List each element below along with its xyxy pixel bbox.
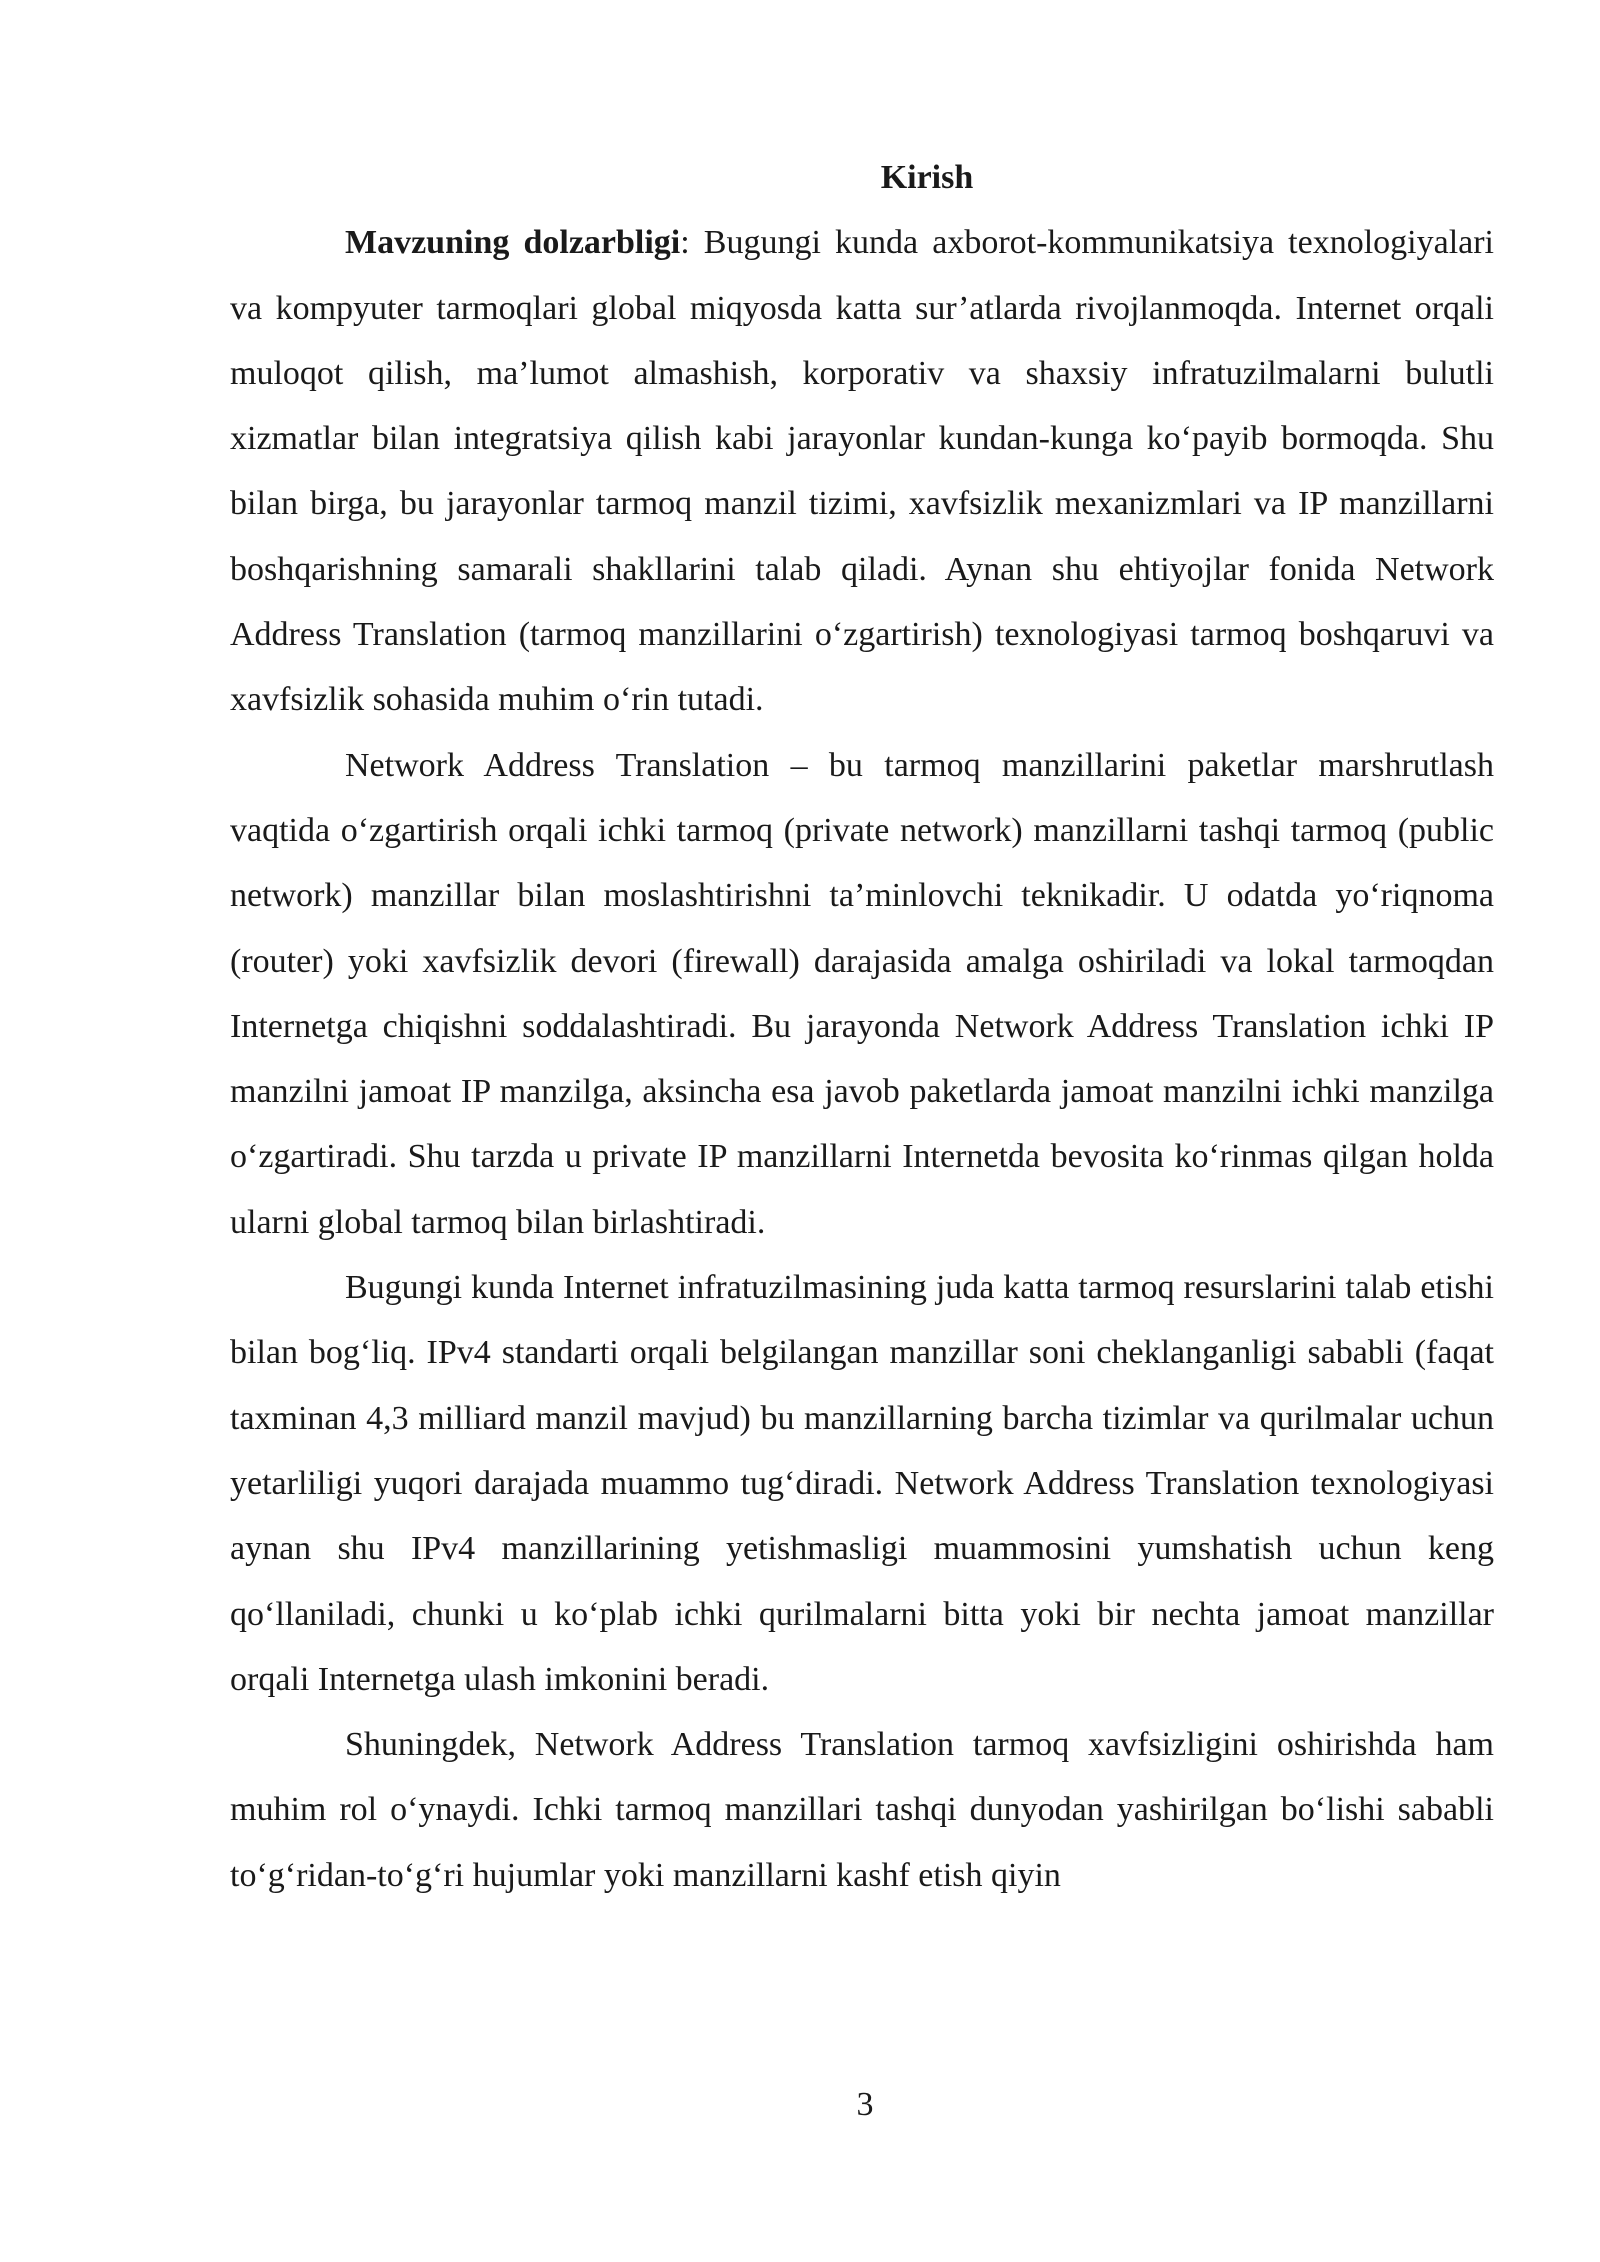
paragraph-2: Network Address Translation – bu tarmoq manzillarini paketlar marshrutlash vaqtida o‘zgartirish orqali ichki tarmoq (private network) manzillarni tashqi tarmoq (public network) manzillar bilan moslashtirishni ta’minlovchi teknikadir. U odatda yo‘riqnoma (router) yoki xavfsizlik devori (firewall) darajasida amalga oshiriladi va lokal tarmoqdan Internetga chiqishni soddalashtiradi. Bu jarayonda Network Address Translation ichki IP manzilni jamoat IP manzilga, aksincha esa javob paketlarda jamoat manzilni ichki manzilga o‘zgartiradi. Shu tarzda u private IP manzillarni Internetda bevosita ko‘rinmas qilgan holda ularni global tarmoq bilan birlashtiradi. xyxy=(230,746,1494,1241)
paragraph-1-lead: Mavzuning dolzarbligi xyxy=(345,224,681,262)
paragraph-1-text: Bugungi kunda axborot-kommunikatsiya texnologiyalari va kompyuter tarmoqlari global miqyosda katta sur’atlarda rivojlanmoqda. Internet orqali muloqot qilish, ma’lumot almashish, korporativ va shaxsiy infratuzilmalarni bulutli xizmatlar bilan integratsiya qilish kabi jarayonlar kundan-kunga ko‘payib bormoqda. Shu bilan birga, bu jarayonlar tarmoq manzil tizimi, xavfsizlik mexanizmlari va IP manzillarni boshqarishning samarali shakllarini talab qiladi. Aynan shu ehtiyojlar fonida Network Address Translation (tarmoq manzillarini o‘zgartirish) texnologiyasi tarmoq boshqaruvi va xavfsizlik sohasida muhim o‘rin tutadi. xyxy=(230,224,1494,719)
page-number: 3 xyxy=(856,2086,874,2123)
page-content xyxy=(230,145,1494,1908)
paragraph-1-lead-punct: : xyxy=(680,224,690,262)
paragraph-1 xyxy=(230,210,1494,732)
paragraph-3: Bugungi kunda Internet infratuzilmasining juda katta tarmoq resurslarini talab etishi bilan bog‘liq. IPv4 standarti orqali belgilangan manzillar soni cheklanganligi sababli (faqat taxminan 4,3 milliard manzil mavjud) bu manzillarning barcha tizimlar va qurilmalar uchun yetarliligi yuqori darajada muammo tug‘diradi. Network Address Translation texnologiyasi aynan shu IPv4 manzillarining yetishmasligi muammosini yumshatish uchun keng qo‘llaniladi, chunki u ko‘plab ichki qurilmalarni bitta yoki bir nechta jamoat manzillar orqali Internetga ulash imkonini beradi. xyxy=(230,1269,1494,1698)
paragraph-4: Shuningdek, Network Address Translation tarmoq xavfsizligini oshirishda ham muhim rol o‘ynaydi. Ichki tarmoq manzillari tashqi dunyodan yashirilgan bo‘lishi sababli to‘g‘ridan-to‘g‘ri hujumlar yoki manzillarni kashf etish qiyin xyxy=(230,1726,1494,1894)
section-heading: Kirish xyxy=(880,159,974,196)
